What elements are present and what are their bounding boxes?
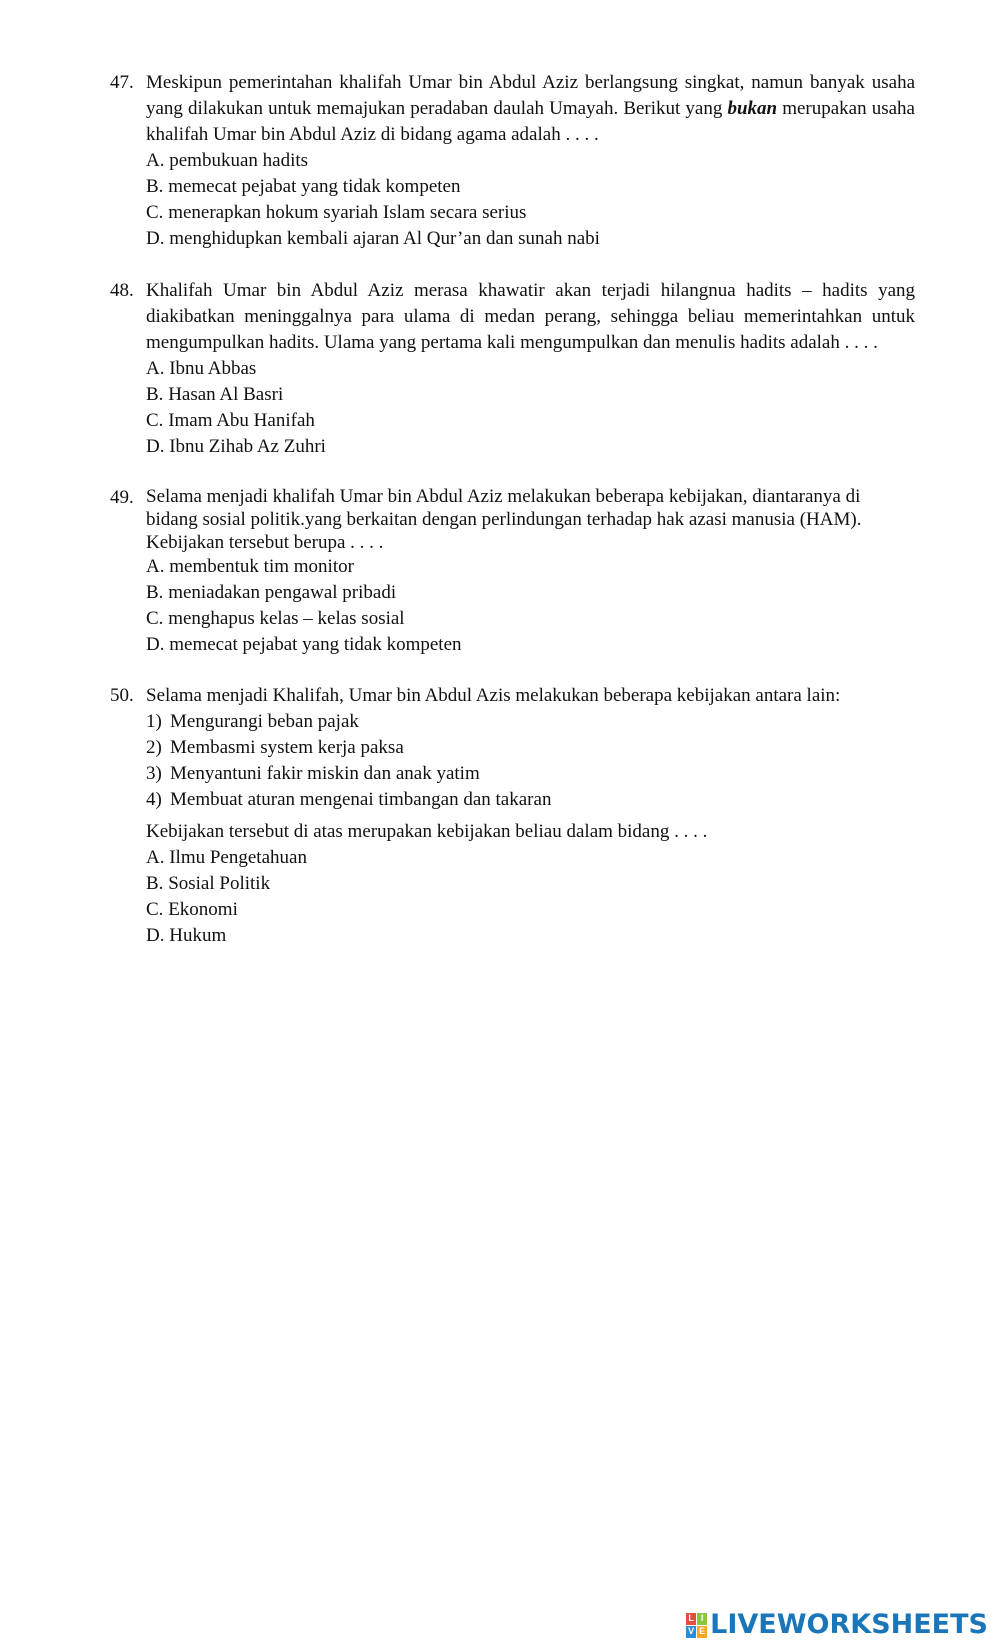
question-49 [110,485,915,658]
option-c: C. menghapus kelas – kelas sosial [146,608,405,629]
option-b: B. Sosial Politik [146,873,271,894]
option-c: C. Ekonomi [146,899,238,920]
option-c: C. menerapkan hokum syariah Islam secara serius [146,202,527,223]
option-a: A. Ilmu Pengetahuan [146,847,307,868]
follow-up-question: Kebijakan tersebut di atas merupakan kebijakan beliau dalam bidang . . . . [146,821,708,842]
option-d: D. Hukum [146,925,227,946]
question-50 [110,683,915,949]
option-a: A. Ibnu Abbas [146,358,257,379]
option-b: B. memecat pejabat yang tidak kompeten [146,176,461,197]
question-stem: Khalifah Umar bin Abdul Aziz merasa khawatir akan terjadi hilangnua hadits – hadits yang diakibatkan meninggalnya para ulama di medan perang, sehingga beliau memerintahkan untuk mengumpulkan hadits. Ulama yang pertama kali mengumpulkan dan menulis hadits adalah . . . . [146,280,915,353]
list-item: 4) Membuat aturan mengenai timbangan dan takaran [146,789,552,810]
list-item: 2) Membasmi system kerja paksa [146,737,404,758]
list-item: 3) Menyantuni fakir miskin dan anak yatim [146,763,480,784]
emphasis-word: bukan [727,98,778,119]
question-stem: Selama menjadi khalifah Umar bin Abdul Aziz melakukan beberapa kebijakan, diantaranya di bidang sosial politik.yang berkaitan dengan perlindungan terhadap hak azasi manusia (HAM). Kebijakan tersebut berupa . . . . [146,486,862,553]
logo-letter-v: V [688,1626,695,1636]
question-number: 48. [110,280,134,301]
option-d: D. menghidupkan kembali ajaran Al Qur’an dan sunah nabi [146,228,600,249]
option-d: D. memecat pejabat yang tidak kompeten [146,634,462,655]
list-item: 1) Mengurangi beban pajak [146,711,359,732]
question-48 [110,278,915,460]
option-b: B. meniadakan pengawal pribadi [146,582,397,603]
liveworksheets-logo [686,1610,988,1640]
question-47 [110,70,915,252]
logo-letter-i: I [697,1613,707,1625]
logo-letter-l: L [686,1613,696,1625]
option-b: B. Hasan Al Basri [146,384,284,405]
brand-text: LIVEWORKSHEETS [710,1609,988,1640]
logo-letter-e: E [699,1626,706,1636]
question-number: 47. [110,72,134,93]
option-c: C. Imam Abu Hanifah [146,410,315,431]
question-number: 49. [110,487,134,508]
option-d: D. Ibnu Zihab Az Zuhri [146,436,326,457]
option-a: A. pembukuan hadits [146,150,309,171]
question-stem: Selama menjadi Khalifah, Umar bin Abdul Azis melakukan beberapa kebijakan antara lain: [146,685,841,706]
question-number: 50. [110,685,134,706]
logo-icon [686,1613,707,1638]
option-a: A. membentuk tim monitor [146,556,354,577]
policy-list [146,709,915,813]
question-stem: Meskipun pemerintahan khalifah Umar bin Abdul Aziz berlangsung singkat, namun banyak usaha yang dilakukan untuk memajukan peradaban daulah Umayah. Berikut yang bukan merupakan usaha khalifah Umar bin Abdul Aziz di bidang agama adalah . . . . [146,72,915,145]
